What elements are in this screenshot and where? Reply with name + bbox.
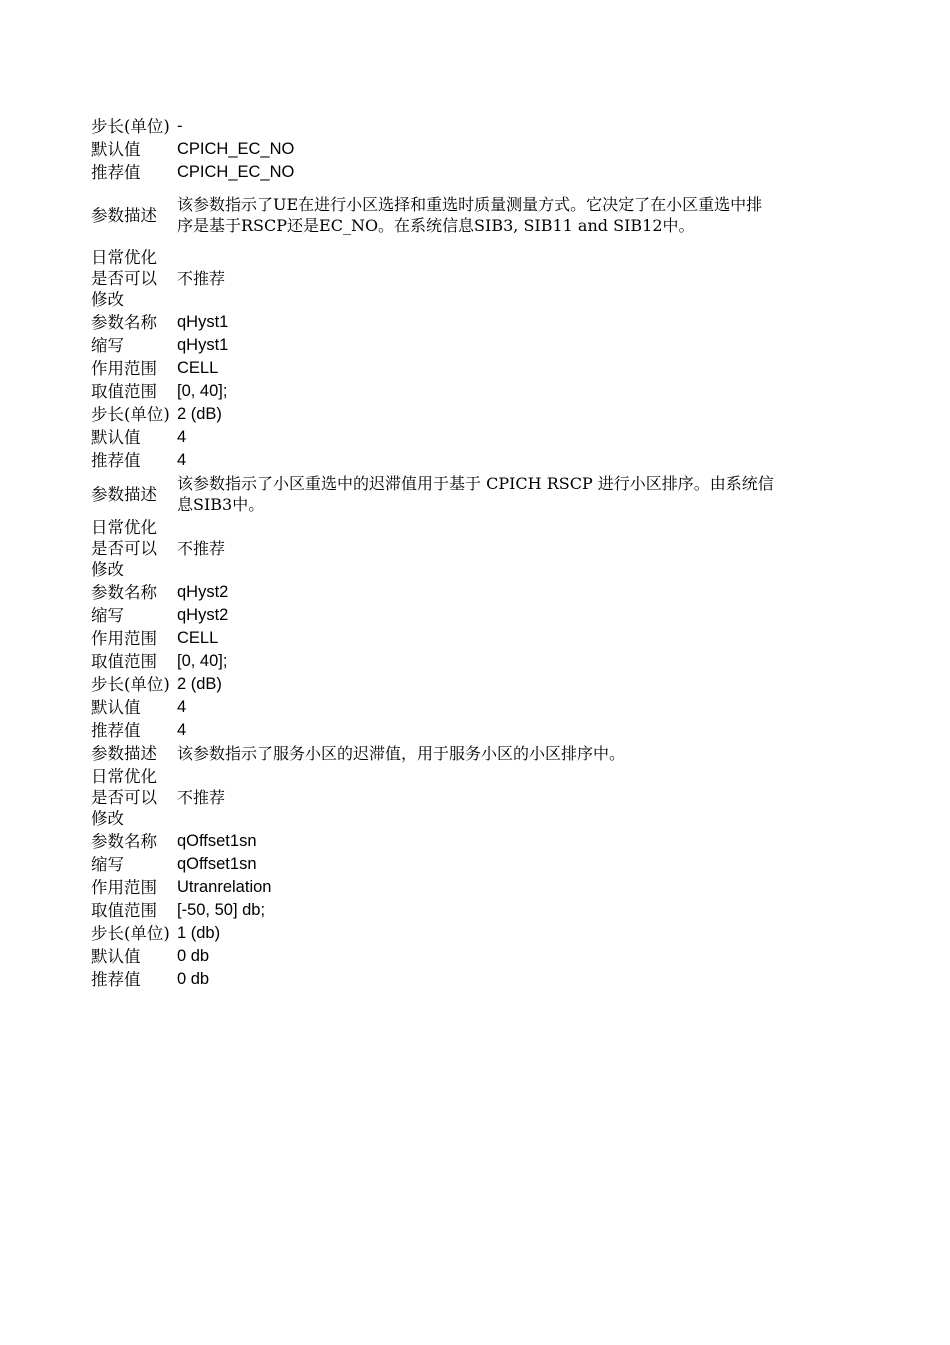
row-value: qOffset1sn: [177, 832, 257, 850]
row-value: CELL: [177, 359, 219, 377]
row-label: 推荐值: [91, 163, 141, 182]
row-label: 参数名称: [91, 583, 157, 602]
row-value: 1 (db): [177, 924, 221, 942]
table-row: [88, 184, 778, 246]
table-row: [88, 472, 778, 516]
table-row: [88, 334, 778, 357]
table-row: [88, 765, 778, 830]
parameter-table-body: [88, 115, 778, 991]
row-label: 作用范围: [91, 878, 157, 897]
table-row: [88, 945, 778, 968]
row-value: 不推荐: [177, 269, 226, 288]
row-label: 作用范围: [91, 629, 157, 648]
row-label: 推荐值: [91, 451, 141, 470]
row-value: 不推荐: [177, 788, 226, 807]
row-label: 参数描述: [91, 205, 157, 225]
row-label: 推荐值: [91, 970, 141, 989]
row-label: 日常优化是否可以修改: [91, 767, 157, 828]
table-row: [88, 922, 778, 945]
row-label: 日常优化是否可以修改: [91, 248, 157, 309]
row-value: -: [177, 117, 183, 135]
row-value: CELL: [177, 629, 219, 647]
table-row: [88, 719, 778, 742]
row-label: 参数描述: [91, 744, 157, 763]
table-row: [88, 876, 778, 899]
row-value: qOffset1sn: [177, 855, 257, 873]
row-value: CPICH_EC_NO: [177, 140, 295, 158]
row-label: 推荐值: [91, 721, 141, 740]
table-row: [88, 516, 778, 581]
row-value: [0, 40];: [177, 652, 228, 670]
table-row: [88, 650, 778, 673]
table-row: [88, 899, 778, 922]
row-label: 默认值: [91, 140, 141, 159]
table-row: [88, 449, 778, 472]
table-row: [88, 853, 778, 876]
parameter-table: [88, 115, 778, 991]
row-label: 默认值: [91, 428, 141, 447]
table-row: [88, 604, 778, 627]
row-label: 步长(单位): [91, 924, 170, 943]
row-value: [0, 40];: [177, 382, 228, 400]
table-row: [88, 830, 778, 853]
table-row: [88, 426, 778, 449]
table-row: [88, 115, 778, 138]
table-row: [88, 311, 778, 334]
row-value: qHyst1: [177, 313, 229, 331]
row-label: 缩写: [91, 855, 124, 874]
table-row: [88, 380, 778, 403]
row-value: qHyst1: [177, 336, 229, 354]
row-label: 步长(单位): [91, 405, 170, 424]
row-label: 步长(单位): [91, 675, 170, 694]
row-value: 2 (dB): [177, 405, 222, 423]
row-label: 步长(单位): [91, 117, 170, 136]
row-value: 0 db: [177, 947, 210, 965]
table-row: [88, 673, 778, 696]
table-row: [88, 696, 778, 719]
table-row: [88, 161, 778, 184]
row-value: 该参数指示了UE在进行小区选择和重选时质量测量方式。它决定了在小区重选中排序是基于RSCP还是EC_NO。在系统信息SIB3, SIB11 and SIB12中。: [177, 195, 763, 235]
row-label: 参数名称: [91, 313, 157, 332]
table-row: [88, 581, 778, 604]
row-value: 4: [177, 451, 187, 469]
row-value: qHyst2: [177, 583, 229, 601]
row-label: 日常优化是否可以修改: [91, 518, 157, 579]
row-value: Utranrelation: [177, 878, 272, 896]
table-row: [88, 246, 778, 311]
table-row: [88, 357, 778, 380]
table-row: [88, 627, 778, 650]
row-label: 缩写: [91, 606, 124, 625]
row-value: 该参数指示了小区重选中的迟滞值用于基于 CPICH RSCP 进行小区排序。由系统信息SIB3中。: [177, 474, 774, 514]
row-label: 取值范围: [91, 382, 157, 401]
row-value: [-50, 50] db;: [177, 901, 266, 919]
row-label: 参数描述: [91, 484, 157, 504]
table-row: [88, 138, 778, 161]
row-label: 缩写: [91, 336, 124, 355]
row-value: 不推荐: [177, 539, 226, 558]
row-value: 4: [177, 698, 187, 716]
row-value: 4: [177, 721, 187, 739]
row-label: 默认值: [91, 947, 141, 966]
row-label: 参数名称: [91, 832, 157, 851]
row-value: 4: [177, 428, 187, 446]
row-label: 取值范围: [91, 652, 157, 671]
table-row: [88, 742, 778, 765]
row-label: 作用范围: [91, 359, 157, 378]
table-row: [88, 403, 778, 426]
row-value: 0 db: [177, 970, 210, 988]
row-value: CPICH_EC_NO: [177, 163, 295, 181]
row-value: 2 (dB): [177, 675, 222, 693]
row-label: 取值范围: [91, 901, 157, 920]
row-value: 该参数指示了服务小区的迟滞值，用于服务小区的小区排序中。: [177, 744, 626, 763]
row-value: qHyst2: [177, 606, 229, 624]
table-row: [88, 968, 778, 991]
row-label: 默认值: [91, 698, 141, 717]
